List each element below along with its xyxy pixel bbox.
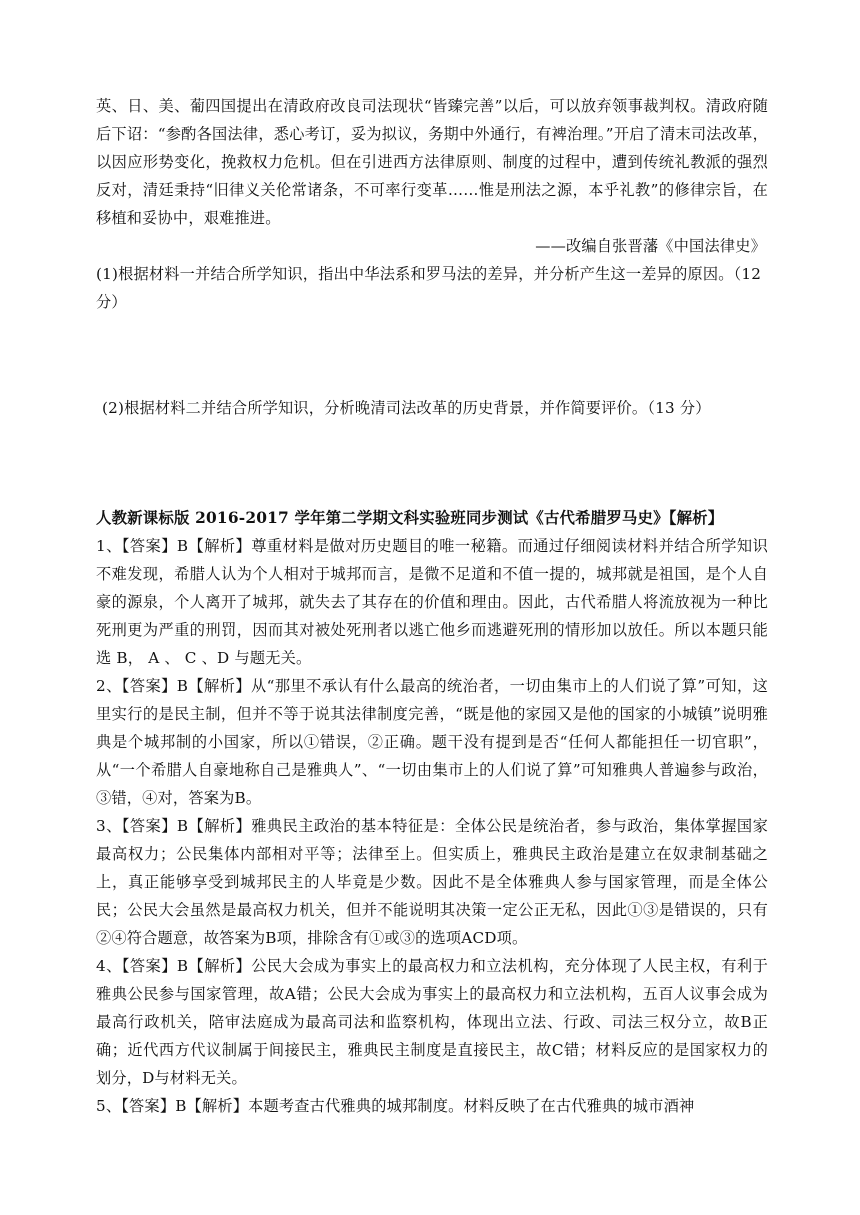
document-page [96, 92, 768, 1120]
answer-item-1: 1、【答案】B【解析】尊重材料是做对历史题目的唯一秘籍。而通过仔细阅读材料并结合所学知识不难发现，希腊人认为个人相对于城邦而言，是微不足道和不值一提的，城邦就是祖国，是个人自豪的源泉，个人离开了城邦，就失去了其存在的价值和理由。因此，古代希腊人将流放视为一种比死刑更为严重的刑罚，因而其对被处死刑者以逃亡他乡而逃避死刑的情形加以放任。所以本题只能选 B， A 、 C 、D 与题无关。 [96, 537, 768, 667]
answer-item-2: 2、【答案】B【解析】从“那里不承认有什么最高的统治者，一切由集市上的人们说了算”可知，这里实行的是民主制，但并不等于说其法律制度完善，“既是他的家园又是他的国家的小城镇”说明雅典是个城邦制的小国家，所以①错误，②正确。题干没有提到是否“任何人都能担任一切官职”， 从“一个希腊人自豪地称自己是雅典人”、“一切由集市上的人们说了算”可知雅典人普遍参与政治，③错，④对，答案为B。 [96, 677, 768, 807]
question-2: (2)根据材料二并结合所学知识，分析晚清司法改革的历史背景，并作简要评价。（13 分） [102, 399, 711, 417]
answers-section-title: 人教新课标版 2016-2017 学年第二学期文科实验班同步测试《古代希腊罗马史》【解析】 [96, 509, 724, 527]
answer-item-5: 5、【答案】B【解析】本题考查古代雅典的城邦制度。材料反映了在古代雅典的城市酒神 [96, 1097, 695, 1115]
question-1: (1)根据材料一并结合所学知识，指出中华法系和罗马法的差异，并分析产生这一差异的原因。（12 分） [96, 265, 762, 311]
answer-item-4: 4、【答案】B【解析】公民大会成为事实上的最高权力和立法机构，充分体现了人民主权，有利于雅典公民参与国家管理，故A错；公民大会成为事实上的最高权力和立法机构，五百人议事会成为最高行政机关，陪审法庭成为最高司法和监察机构，体现出立法、行政、司法三权分立，故B正确；近代西方代议制属于间接民主，雅典民主制度是直接民主，故C错；材料反应的是国家权力的划分，D与材料无关。 [96, 957, 768, 1087]
material-paragraph: 英、日、美、葡四国提出在清政府改良司法现状“皆臻完善”以后，可以放弃领事裁判权。清政府随后下诏：“参酌各国法律，悉心考订，妥为拟议，务期中外通行，有裨治理。”开启了清末司法改革，以因应形势变化，挽救权力危机。但在引进西方法律原则、制度的过程中，遭到传统礼教派的强烈反对，清廷秉持“旧律义关伦常诸条，不可率行变革……惟是刑法之源，本乎礼教”的修律宗旨，在移植和妥协中，艰难推进。 [96, 97, 768, 227]
answer-space-1 [96, 316, 768, 394]
material-source: ——改编自张晋藩《中国法律史》 [535, 237, 766, 255]
answer-item-3: 3、【答案】B【解析】雅典民主政治的基本特征是：全体公民是统治者，参与政治，集体掌握国家最高权力；公民集体内部相对平等；法律至上。但实质上，雅典民主政治是建立在奴隶制基础之上，真正能够享受到城邦民主的人毕竟是少数。因此不是全体雅典人参与国家管理，而是全体公民；公民大会虽然是最高权力机关，但并不能说明其决策一定公正无私，因此①③是错误的，只有②④符合题意，故答案为B项，排除含有①或③的选项ACD项。 [96, 817, 768, 947]
answer-space-2 [96, 422, 768, 504]
